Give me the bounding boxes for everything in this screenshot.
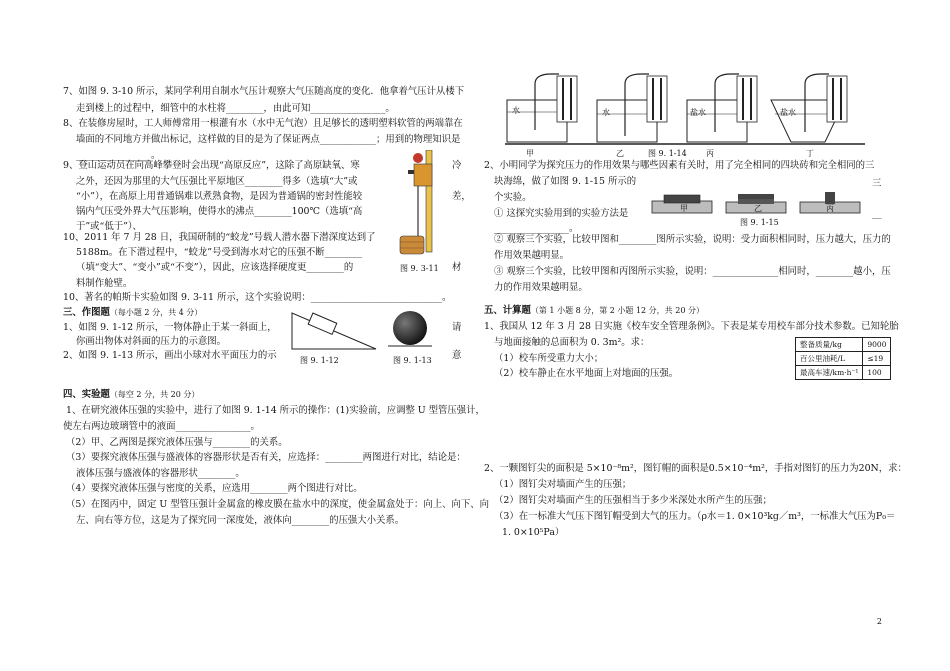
table-row (796, 352, 891, 366)
section3-title: 三、作图题 (63, 307, 110, 318)
q9-line4: 锅内气压受外界大气压影响，使得水的沸点________100℃（选填“高 (76, 206, 363, 217)
manometer-label-yi: 乙 (616, 149, 624, 158)
manometer-label-bing: 丙 (706, 149, 714, 158)
q2-line5: ________________。 (494, 223, 579, 234)
section4-note: （每空 2 分，共 20 分） (109, 390, 200, 399)
c1-line2: 与地面接触的总面积为 0. 3m²。求： (494, 337, 650, 348)
q8-line2: 墙面的不同地方并做出标记，这样做的目的是为了保证两点____________；用到的物理知识是 (76, 134, 461, 145)
table-key: 百公里油耗/L (796, 352, 863, 366)
figure-caption-9-1-15: 图 9. 1-15 (740, 218, 779, 227)
c2-line2: （1）图钉尖对墙面产生的压强； (494, 479, 632, 490)
q7-line2: 走到楼上的过程中，细管中的水柱将________，由此可知________________。 (76, 103, 395, 114)
section3-header (63, 305, 202, 321)
q8-line1: 8、在装修房屋时，工人师傅常用一根灌有水（水中无气泡）且足够长的透明塑料软管的两端靠在 (63, 118, 463, 129)
s4-line7: （5）在图丙中，固定 U 型管压强计金属盒的橡皮膜在盐水中的深度，使金属盒处于：向上、向下、向 (66, 499, 489, 510)
page-number: 2 (876, 617, 882, 626)
table-key: 最高车速/km·h⁻¹ (796, 366, 863, 380)
q2-line7: 作用效果越明显。 (494, 250, 570, 261)
q2-right-2: __ (872, 208, 882, 219)
section5-header (484, 303, 704, 319)
s4-line6: （4）要探究液体压强与密度的关系，应选用________两个图进行对比。 (66, 483, 363, 494)
q7-line1: 7、如图 9. 3-10 所示，某同学利用自制水气压计观察大气压随高度的变化．他拿着气压计从楼下 (63, 86, 465, 97)
c1-line1: 1、我国从 12 年 3 月 28 日实施《校车安全管理条例》。下表是某专用校车部分技术参数。已知轮胎 (484, 321, 899, 332)
figure-caption-9-1-13: 图 9. 1-13 (393, 356, 432, 365)
q10-line3: （填“变大”、“变小”或“不变”），因此，应该选择硬度更________的 (76, 262, 354, 273)
q9-right-2: 差， (452, 191, 471, 202)
s3q1-right: 请 (452, 322, 462, 333)
q9-right-1: 冷 (452, 160, 462, 171)
manometer-liquid-d: 盐水 (780, 108, 796, 117)
s4-line3: （2）甲、乙两图是探究液体压强与________的关系。 (66, 437, 288, 448)
s4-line4: （3）要探究液体压强与盛液体的容器形状是否有关，应选择：________两图进行对比，结论是： (66, 452, 466, 463)
figure-caption-9-1-12: 图 9. 1-12 (300, 356, 339, 365)
incline-figure (290, 309, 380, 351)
manometer-liquid-a: 水 (512, 106, 520, 115)
manometer-liquid-b: 水 (602, 108, 610, 117)
brick-label-bing: 丙 (826, 204, 834, 213)
table-row (796, 338, 891, 352)
manometer-label-jia: 甲 (526, 149, 534, 158)
bus-spec-table (795, 337, 891, 380)
q2-line1: 2、小明同学为探究压力的作用效果与哪些因素有关时，用了完全相同的四块砖和完全相同的三 (484, 160, 875, 171)
section4-title: 四、实验题 (63, 389, 110, 400)
s3q1-line2: 你画出物体对斜面的压力的示意图。 (76, 336, 227, 347)
c2-line5: 1. 0×10⁵Pa） (502, 527, 565, 538)
pascal-barrel-figure (396, 150, 448, 260)
s3q2-line: 2、如图 9. 1-13 所示，画出小球对水平面压力的示 (63, 350, 277, 361)
c2-line1: 2、一颗图钉尖的面积是 5×10⁻⁸m²，图钉帽的面积是0.5×10⁻⁴m²，手指对图钉的压力为20N，求： (484, 463, 907, 474)
table-value: ≤19 (863, 352, 891, 366)
c2-line4: （3）在一标准大气压下图钉帽受到大气的压力。（ρ水＝1. 0×10³kg／m³，一标准大气压为P₀＝ (494, 511, 896, 522)
q10-line1: 10、2011 年 7 月 28 日，我国研制的“蛟龙”号载人潜水器下潜深度达到了 (63, 232, 376, 243)
s3q2-right: 意 (452, 350, 462, 361)
q9-line2: 之外，还因为那里的大气压强比平原地区________得多（选填“大”或 (76, 176, 358, 187)
manometer-figure (505, 70, 865, 148)
q2-right-1: 三 (872, 178, 882, 189)
q9-line3: “小”），在高原上用普通锅难以煮熟食物，是因为普通锅的密封性能较 (76, 191, 363, 202)
c2-line3: （2）图钉尖对墙面产生的压强相当于多少米深处水所产生的压强； (494, 495, 772, 506)
figure-caption-9-3-11: 图 9. 3-11 (400, 264, 439, 273)
s4-line5: 液体压强与盛液体的容器形状________。 (76, 468, 245, 479)
q9-line1: 9、登山运动员在向高峰攀登时会出现“高原反应”，这除了高原缺氧、寒 (63, 160, 360, 171)
q8-line3: ________________。 (76, 150, 161, 161)
manometer-liquid-c: 盐水 (690, 108, 706, 117)
q2-line4: ① 这探究实验用到的实验方法是 (494, 208, 629, 219)
q10-line2: 5188m。在下潜过程中，“蛟龙”号受到海水对它的压强不断________ (76, 247, 363, 258)
figure-caption-9-1-14: 图 9. 1-14 (648, 149, 687, 158)
table-value: 9000 (863, 338, 891, 352)
brick-label-yi: 乙 (754, 204, 762, 213)
q2-line6: ② 观察三个实验，比较甲图和________图所示实验，说明：受力面积相同时，压力越大，压力的 (494, 234, 891, 245)
brick-label-jia: 甲 (680, 204, 688, 213)
table-value: 100 (863, 366, 891, 380)
q2-line3: 个实验。 (494, 192, 532, 203)
q2-line8: ③ 观察三个实验，比较甲图和丙图所示实验，说明：______________相同时，________越小，压 (494, 266, 891, 277)
q2-line9: 力的作用效果越明显。 (494, 282, 588, 293)
section5-title: 五、计算题 (484, 305, 531, 316)
s4-line8: 左、向右等方位，这是为了探究同一深度处，液体向________的压强大小关系。 (76, 515, 405, 526)
q10-right: 材 (452, 262, 462, 273)
q9-line5: 于”或“低于”）、 (76, 221, 142, 232)
s4-line2: 使左右两边玻璃管中的液面________________。 (63, 421, 260, 432)
c1-line3: （1）校车所受重力大小； (494, 353, 604, 364)
section4-header (63, 387, 199, 403)
c1-line4: （2）校车静止在水平地面上对地面的压强。 (494, 368, 679, 379)
s4-line1: 1、在研究液体压强的实验中，进行了如图 9. 1-14 所示的操作：(1)实验前，应调整 U 型管压强计， (66, 405, 485, 416)
section3-note: （每小题 2 分，共 4 分） (109, 308, 203, 317)
table-key: 整备质量/kg (796, 338, 863, 352)
section5-note: （第 1 小题 8 分，第 2 小题 12 分，共 20 分） (530, 306, 704, 315)
manometer-label-ding: 丁 (806, 149, 814, 158)
q10-line4: 料制作舱壁。 (76, 278, 133, 289)
table-row (796, 366, 891, 380)
s3q1-line1: 1、如图 9. 1-12 所示，一物体静止于某一斜面上， (63, 322, 277, 333)
q10b-line: 10、著名的帕斯卡实验如图 9. 3-11 所示，这个实验说明：____________________________。 (63, 292, 452, 303)
ball-figure (388, 310, 432, 350)
q2-line2: 块海绵，做了如图 9. 1-15 所示的 (494, 176, 637, 187)
